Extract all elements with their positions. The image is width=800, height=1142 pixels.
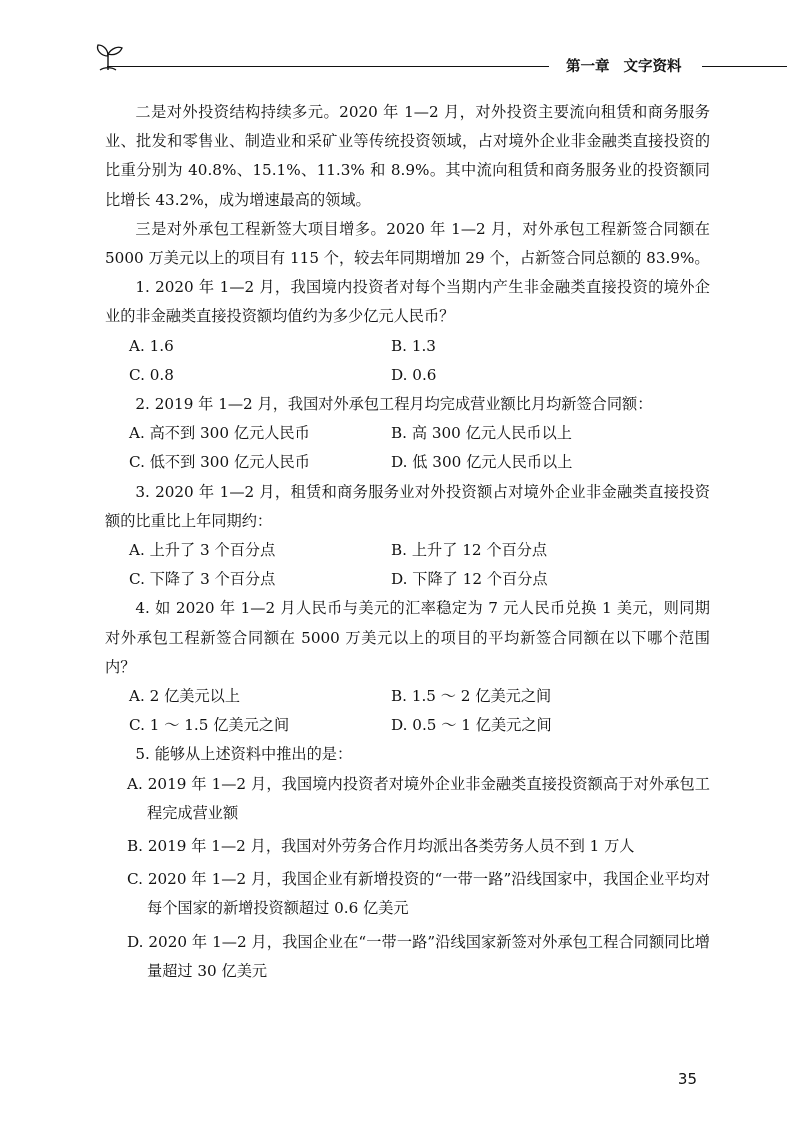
page-number: 35 xyxy=(677,1070,697,1088)
option-grid xyxy=(129,536,710,594)
question-stem: 1. 2020 年 1—2 月，我国境内投资者对每个当期内产生非金融类直接投资的境外企业的非金融类直接投资额均值约为多少亿元人民币？ xyxy=(105,278,710,326)
option: B. 高 300 亿元人民币以上 xyxy=(391,424,572,443)
option: A. 2019 年 1—2 月，我国境内投资者对境外企业非金融类直接投资额高于对外承包工程完成营业额 xyxy=(127,774,710,822)
sprout-icon xyxy=(90,40,126,74)
option-grid xyxy=(129,332,710,390)
header-rule-left xyxy=(107,66,549,67)
page-header xyxy=(0,0,800,90)
option: A. 高不到 300 亿元人民币 xyxy=(129,424,310,443)
chapter-label: 第一章 xyxy=(566,59,610,75)
option: D. 0.6 xyxy=(391,365,437,384)
option: C. 1 ～ 1.5 亿美元之间 xyxy=(129,716,290,735)
question-stem: 3. 2020 年 1—2 月，租赁和商务服务业对外投资额占对境外企业非金融类直接投资额的比重比上年同期约： xyxy=(105,482,710,530)
page-body xyxy=(105,98,710,986)
option: B. 1.5 ～ 2 亿美元之间 xyxy=(391,687,552,706)
option: A. 上升了 3 个百分点 xyxy=(129,541,276,560)
option: D. 0.5 ～ 1 亿美元之间 xyxy=(391,716,552,735)
option-grid xyxy=(129,682,710,740)
running-header xyxy=(566,57,706,77)
option: C. 2020 年 1—2 月，我国企业有新增投资的“一带一路”沿线国家中，我国企业平均对每个国家的新增投资额超过 0.6 亿美元 xyxy=(127,870,710,918)
paragraph: 二是对外投资结构持续多元。2020 年 1—2 月，对外投资主要流向租赁和商务服务业、批发和零售业、制造业和采矿业等传统投资领域，占对境外企业非金融类直接投资的比重分别为 40.8%、15.1%、11.3% 和 8.9%。其中流向租赁和商务服务业的投资额同比增长 43.2%，成为增速最高的领域。 xyxy=(105,103,710,209)
option: A. 1.6 xyxy=(129,336,174,355)
paragraph: 三是对外承包工程新签大项目增多。2020 年 1—2 月，对外承包工程新签合同额在 5000 万美元以上的项目有 115 个，较去年同期增加 29 个，占新签合同总额的 83.9%。 xyxy=(105,219,710,268)
option: D. 2020 年 1—2 月，我国企业在“一带一路”沿线国家新签对外承包工程合同额同比增量超过 30 亿美元 xyxy=(127,932,710,980)
option: C. 低不到 300 亿元人民币 xyxy=(129,453,310,472)
option: D. 低 300 亿元人民币以上 xyxy=(391,453,573,472)
option-grid xyxy=(129,419,710,477)
question-stem: 2. 2019 年 1—2 月，我国对外承包工程月均完成营业额比月均新签合同额： xyxy=(135,395,653,414)
option: B. 上升了 12 个百分点 xyxy=(391,541,548,560)
question-stem: 4. 如 2020 年 1—2 月人民币与美元的汇率稳定为 7 元人民币兑换 1 美元，则同期对外承包工程新签合同额在 5000 万美元以上的项目的平均新签合同额在以下哪个范围内？ xyxy=(105,599,710,676)
question-stem: 5. 能够从上述资料中推出的是： xyxy=(135,745,353,764)
option: B. 1.3 xyxy=(391,336,436,355)
option: D. 下降了 12 个百分点 xyxy=(391,570,548,589)
option: A. 2 亿美元以上 xyxy=(129,687,241,706)
option: C. 0.8 xyxy=(129,365,174,384)
section-label: 文字资料 xyxy=(623,59,682,75)
option: C. 下降了 3 个百分点 xyxy=(129,570,276,589)
option: B. 2019 年 1—2 月，我国对外劳务合作月均派出各类劳务人员不到 1 万人 xyxy=(127,837,635,856)
header-rule-right xyxy=(702,66,787,67)
